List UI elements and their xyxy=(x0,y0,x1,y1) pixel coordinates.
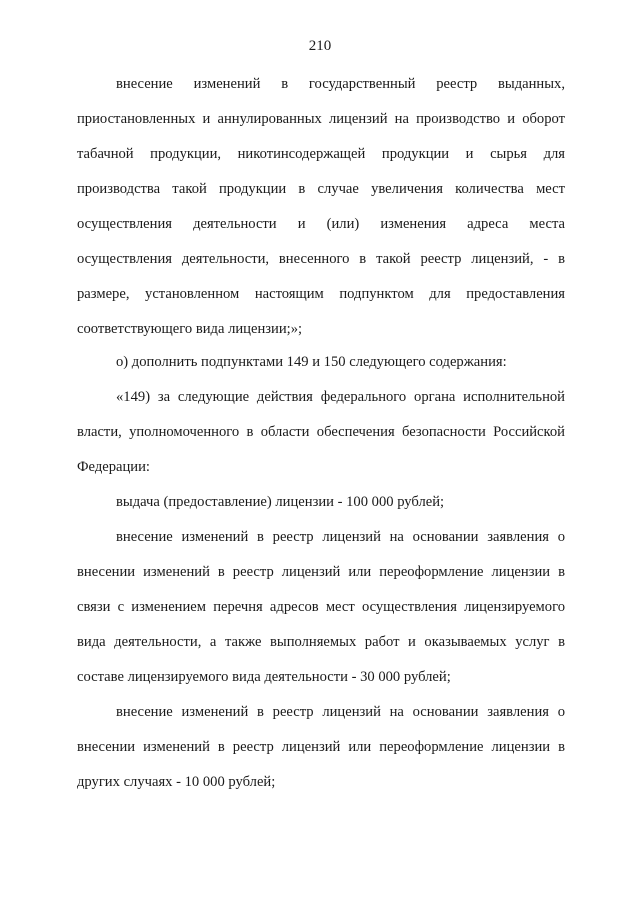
text-line: соответствующего вида лицензии;»; xyxy=(77,321,303,337)
text-line: «149) за следующие действия федерального органа исполнительной xyxy=(116,389,565,405)
text-line: вида деятельности, а также выполняемых работ и оказываемых услуг в xyxy=(77,634,565,650)
text-line: Федерации: xyxy=(77,459,150,475)
text-line: внесение изменений в реестр лицензий на основании заявления о xyxy=(116,704,565,720)
text-line: размере, установленном настоящим подпунктом для предоставления xyxy=(77,286,565,302)
text-line: других случаях - 10 000 рублей; xyxy=(77,774,276,790)
text-line: связи с изменением перечня адресов мест осуществления лицензируемого xyxy=(77,599,565,615)
text-line: внесении изменений в реестр лицензий или переоформление лицензии в xyxy=(77,739,565,755)
page-number: 210 xyxy=(308,38,332,54)
text-line: производства такой продукции в случае увеличения количества мест xyxy=(77,181,565,197)
text-line: осуществления деятельности, внесенного в такой реестр лицензий, - в xyxy=(77,251,565,267)
text-line: осуществления деятельности и (или) изменения адреса места xyxy=(77,216,565,232)
text-line: выдача (предоставление) лицензии - 100 000 рублей; xyxy=(116,494,445,510)
text-line: внесение изменений в государственный реестр выданных, xyxy=(116,76,565,92)
text-line: внесение изменений в реестр лицензий на основании заявления о xyxy=(116,529,565,545)
text-line: составе лицензируемого вида деятельности - 30 000 рублей; xyxy=(77,669,451,685)
text-line: власти, уполномоченного в области обеспечения безопасности Российской xyxy=(77,424,565,440)
text-line: внесении изменений в реестр лицензий или переоформление лицензии в xyxy=(77,564,565,580)
text-line: о) дополнить подпунктами 149 и 150 следующего содержания: xyxy=(116,354,507,370)
text-line: приостановленных и аннулированных лицензий на производство и оборот xyxy=(77,111,565,127)
text-line: табачной продукции, никотинсодержащей продукции и сырья для xyxy=(77,146,565,162)
